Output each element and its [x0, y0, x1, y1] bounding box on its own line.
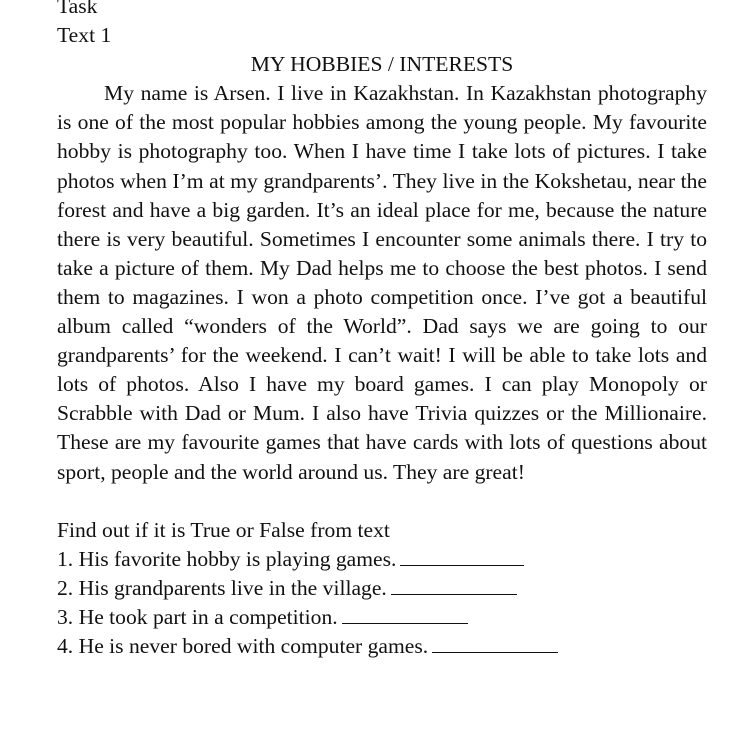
question-1-text: 1. His favorite hobby is playing games. [57, 546, 397, 571]
exercise-instruction: Find out if it is True or False from text [57, 517, 390, 542]
document-page [57, 0, 707, 661]
reading-passage: My name is Arsen. I live in Kazakhstan. In Kazakhstan photography is one of the most popular hobbies among the young people. My favourite hobby is photography too. When I have time I take lots of pictures. I take photos when I’m at my grandparents’. They live in the Kokshetau, near the forest and have a big garden. It’s an ideal place for me, because the nature there is very beautiful. Sometimes I encounter some animals there. I try to take a picture of them. My Dad helps me to choose the best photos. I send them to magazines. I won a photo competition once. I’ve got a beautiful album called “wonders of the World”. Dad says we are going to our grandparents’ for the weekend. I can’t wait! I will be able to take lots and lots of photos. Also I have my board games. I can play Monopoly or Scrabble with Dad or Mum. I also have Trivia quizzes or the Millionaire. These are my favourite games that have cards with lots of questions about sport, people and the world around us. They are great! [57, 81, 707, 484]
answer-blank-1[interactable] [400, 547, 524, 566]
text-label: Text 1 [57, 23, 112, 48]
answer-blank-4[interactable] [432, 634, 558, 653]
question-3-text: 3. He took part in a competition. [57, 604, 338, 629]
document-title: MY HOBBIES / INTERESTS [250, 52, 514, 77]
question-3 [57, 603, 707, 632]
question-1 [57, 545, 707, 574]
task-label: Task [57, 0, 98, 18]
question-4 [57, 632, 707, 661]
answer-blank-2[interactable] [391, 576, 517, 595]
answer-blank-3[interactable] [342, 605, 468, 624]
question-2-text: 2. His grandparents live in the village. [57, 575, 387, 600]
question-4-text: 4. He is never bored with computer games. [57, 634, 429, 659]
paragraph-gap [57, 487, 707, 516]
question-2 [57, 574, 707, 603]
